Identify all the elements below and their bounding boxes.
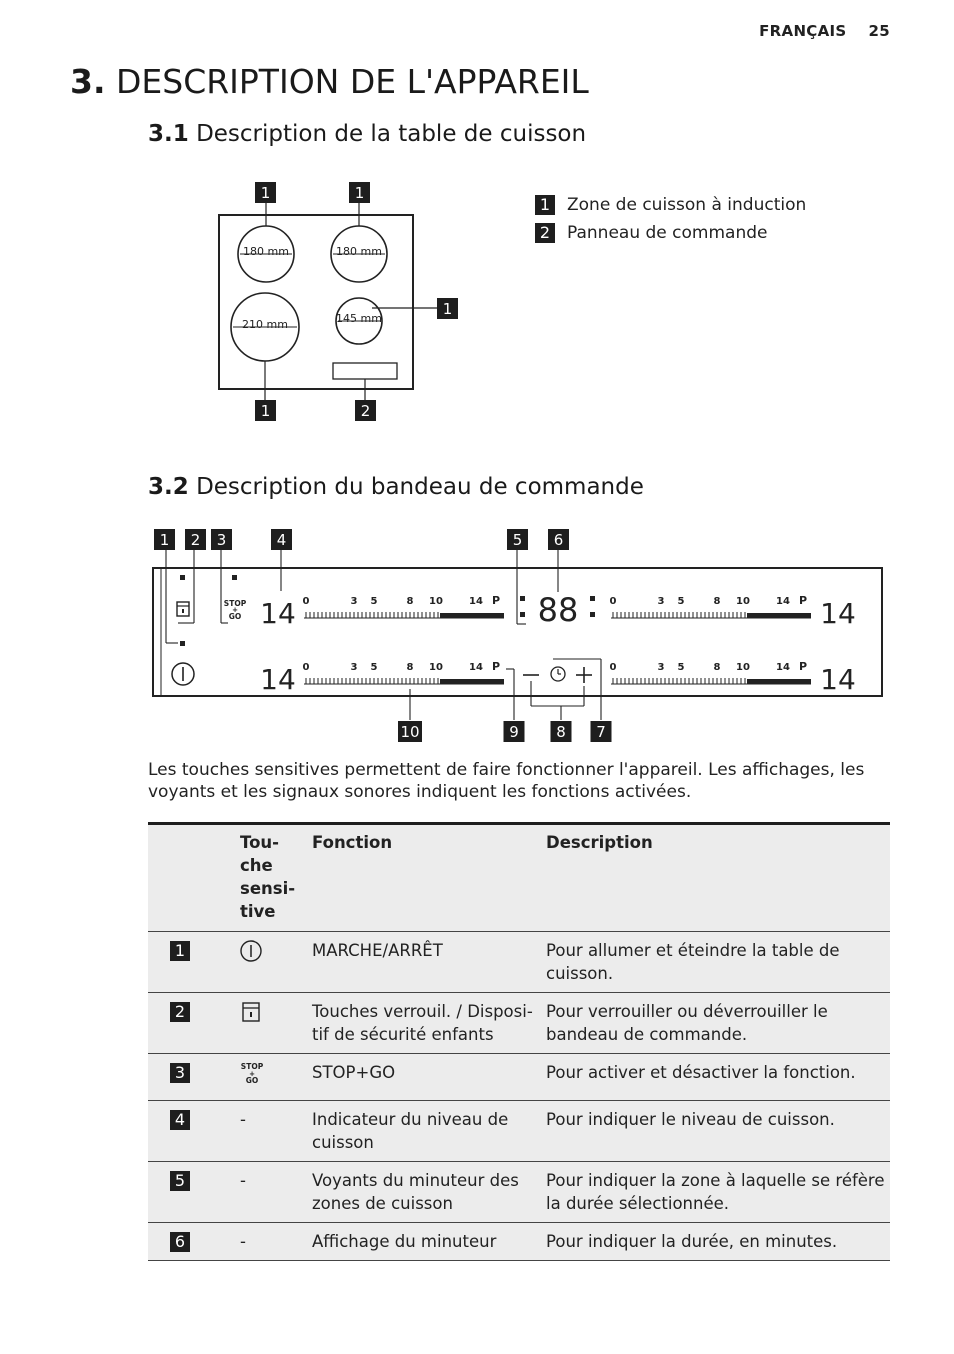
subsection-1-title [148, 121, 586, 147]
callout-number: 10 [400, 723, 420, 741]
callout-number: 2 [190, 531, 201, 549]
clock-icon[interactable] [551, 667, 565, 681]
hob-legend [535, 191, 806, 247]
control-panel-box [333, 363, 397, 379]
legend-number: 1 [535, 195, 555, 215]
description-cell: Pour indiquer le niveau de cuisson. [546, 1110, 835, 1129]
table-header-cell: Fonction [312, 833, 393, 852]
legend-text: Zone de cuisson à induction [567, 195, 807, 215]
table-header-cell [148, 824, 236, 932]
svg-text:1: 1 [260, 402, 271, 420]
scale-label: 8 [406, 596, 414, 607]
touch-cell: - [240, 1232, 246, 1251]
function-cell: Indicateur du niveau de cuisson [312, 1110, 509, 1152]
row-number: 2 [170, 1002, 190, 1022]
callout-badge [504, 721, 525, 742]
zone-size-label: 145 mm [336, 312, 382, 325]
function-cell: Affichage du minuteur [312, 1232, 497, 1251]
scale-label: 5 [677, 596, 685, 607]
svg-text:1: 1 [442, 300, 453, 318]
hob-diagram [210, 178, 470, 428]
scale-label: 0 [609, 662, 617, 673]
description-cell: Pour indiquer la durée, en minutes. [546, 1232, 838, 1251]
row-number: 4 [170, 1110, 190, 1130]
scale-label: 10 [429, 662, 443, 673]
description-cell: Pour verrouiller ou déverrouiller le bandeau de commande. [546, 1002, 828, 1044]
scale-label: 10 [736, 596, 750, 607]
function-cell: MARCHE/ARRÊT [312, 941, 443, 960]
power-level-display: 14 [820, 663, 856, 696]
callout-number: 6 [553, 531, 564, 549]
lock-icon [240, 1000, 264, 1024]
power-icon [240, 939, 264, 963]
scale-bar [747, 613, 811, 618]
scale-label: 8 [713, 662, 721, 673]
intro-paragraph: Les touches sensitives permettent de faire fonctionner l'appareil. Les affichages, les voyants et les signaux sonores indiquent les fonctions activées. [148, 760, 865, 802]
row-number: 3 [170, 1063, 190, 1083]
svg-text:GO: GO [245, 1076, 259, 1085]
scale-label: P [491, 594, 501, 607]
svg-text:1: 1 [260, 184, 271, 202]
scale-label: 14 [469, 662, 483, 673]
callout-badge [349, 182, 370, 203]
scale-label: 5 [677, 662, 685, 673]
cooking-zone-controls [260, 660, 504, 696]
cooking-zone-controls [260, 594, 504, 630]
header-language: FRANÇAIS [759, 22, 847, 40]
subsection-1-text: Description de la table de cuisson [196, 121, 587, 147]
svg-text:STOP: STOP [240, 1062, 264, 1071]
table-row [148, 1162, 890, 1223]
svg-text:STOP: STOP [223, 599, 247, 608]
callout-badge [398, 721, 422, 742]
stop-go-icon [240, 1061, 268, 1087]
callout-badge [255, 182, 276, 203]
callout-number: 1 [159, 531, 170, 549]
row-number: 1 [170, 941, 190, 961]
table-row [148, 1054, 890, 1101]
scale-label: 3 [657, 662, 665, 673]
subsection-2-number: 3.2 [148, 474, 189, 500]
indicator-dot [180, 641, 185, 646]
zone-size-label: 210 mm [242, 318, 288, 331]
running-header [759, 22, 890, 40]
subsection-2-text: Description du bandeau de commande [196, 474, 644, 500]
touch-cell: - [240, 1171, 246, 1190]
svg-text:+: + [232, 606, 238, 614]
indicator-dot [232, 575, 237, 580]
scale-label: 5 [370, 662, 378, 673]
description-cell: Pour indiquer la zone à laquelle se réfère la durée sélectionnée. [546, 1171, 885, 1213]
table-header-row [148, 824, 890, 932]
scale-bar [440, 679, 504, 684]
table-row [148, 993, 890, 1054]
table-row [148, 932, 890, 993]
svg-text:2: 2 [360, 402, 371, 420]
svg-text:GO: GO [228, 612, 242, 621]
function-cell: Touches verrouil. / Disposi-tif de sécurité enfants [312, 1002, 533, 1044]
scale-label: P [798, 660, 808, 673]
scale-label: 14 [469, 596, 483, 607]
stop-go-icon[interactable] [224, 599, 247, 621]
callout-badge [551, 721, 572, 742]
scale-bar [747, 679, 811, 684]
cooking-zone-controls [610, 660, 856, 696]
section-title-text: DESCRIPTION DE L'APPAREIL [116, 62, 589, 101]
table-header-cell: Tou- che sensi- tive [240, 833, 296, 921]
plus-icon[interactable] [576, 667, 592, 683]
svg-text:1: 1 [354, 184, 365, 202]
scale-label: 10 [429, 596, 443, 607]
function-cell: STOP+GO [312, 1063, 396, 1082]
table-header-cell: Description [546, 833, 653, 852]
power-level-display: 14 [820, 597, 856, 630]
description-cell: Pour allumer et éteindre la table de cuisson. [546, 941, 840, 983]
scale-label: 3 [657, 596, 665, 607]
scale-label: 3 [350, 662, 358, 673]
timer-display: 88 [537, 591, 579, 629]
touch-cell: - [240, 1110, 246, 1129]
legend-item [535, 191, 806, 219]
power-level-display: 14 [260, 663, 296, 696]
legend-item [535, 219, 806, 247]
scale-label: 14 [776, 596, 790, 607]
scale-label: 10 [736, 662, 750, 673]
legend-text: Panneau de commande [567, 223, 768, 243]
power-icon[interactable] [172, 663, 194, 685]
scale-label: P [798, 594, 808, 607]
scale-label: 0 [302, 662, 310, 673]
table-row [148, 1223, 890, 1261]
scale-label: P [491, 660, 501, 673]
subsection-1-number: 3.1 [148, 121, 189, 147]
timer-indicator-dot [520, 596, 525, 601]
callout-number: 9 [509, 723, 519, 741]
lock-icon[interactable] [177, 602, 189, 616]
callout-badge [507, 529, 528, 550]
callout-badge [271, 529, 292, 550]
page-number: 25 [868, 22, 890, 40]
callout-badge [154, 529, 175, 550]
zone-size-label: 180 mm [336, 245, 382, 258]
scale-label: 0 [302, 596, 310, 607]
callout-number: 5 [512, 531, 523, 549]
legend-number: 2 [535, 223, 555, 243]
scale-label: 0 [609, 596, 617, 607]
zone-size-label: 180 mm [243, 245, 289, 258]
timer-indicator-dot [590, 612, 595, 617]
scale-label: 3 [350, 596, 358, 607]
indicator-dot [180, 575, 185, 580]
row-number: 5 [170, 1171, 190, 1191]
timer-indicator-dot [590, 596, 595, 601]
callout-number: 3 [216, 531, 227, 549]
callout-number: 4 [276, 531, 287, 549]
callout-badge [591, 721, 612, 742]
callout-number: 7 [596, 723, 606, 741]
function-cell: Voyants du minuteur des zones de cuisson [312, 1171, 519, 1213]
callout-badge [255, 400, 276, 421]
scale-label: 8 [713, 596, 721, 607]
subsection-2-title [148, 474, 644, 500]
callout-number: 8 [556, 723, 566, 741]
svg-text:+: + [249, 1070, 255, 1078]
callout-badge [548, 529, 569, 550]
control-panel-diagram [148, 526, 890, 748]
section-number: 3. [70, 62, 106, 101]
description-cell: Pour activer et désactiver la fonction. [546, 1063, 856, 1082]
scale-label: 14 [776, 662, 790, 673]
callout-badge [185, 529, 206, 550]
scale-label: 8 [406, 662, 414, 673]
callout-badge [437, 298, 458, 319]
table-row [148, 1101, 890, 1162]
section-title [70, 62, 589, 101]
timer-indicator-dot [520, 612, 525, 617]
row-number: 6 [170, 1232, 190, 1252]
callout-badge [211, 529, 232, 550]
callout-badge [355, 400, 376, 421]
function-table [148, 822, 890, 1261]
scale-bar [440, 613, 504, 618]
scale-label: 5 [370, 596, 378, 607]
power-level-display: 14 [260, 597, 296, 630]
cooking-zone-controls [610, 594, 856, 630]
